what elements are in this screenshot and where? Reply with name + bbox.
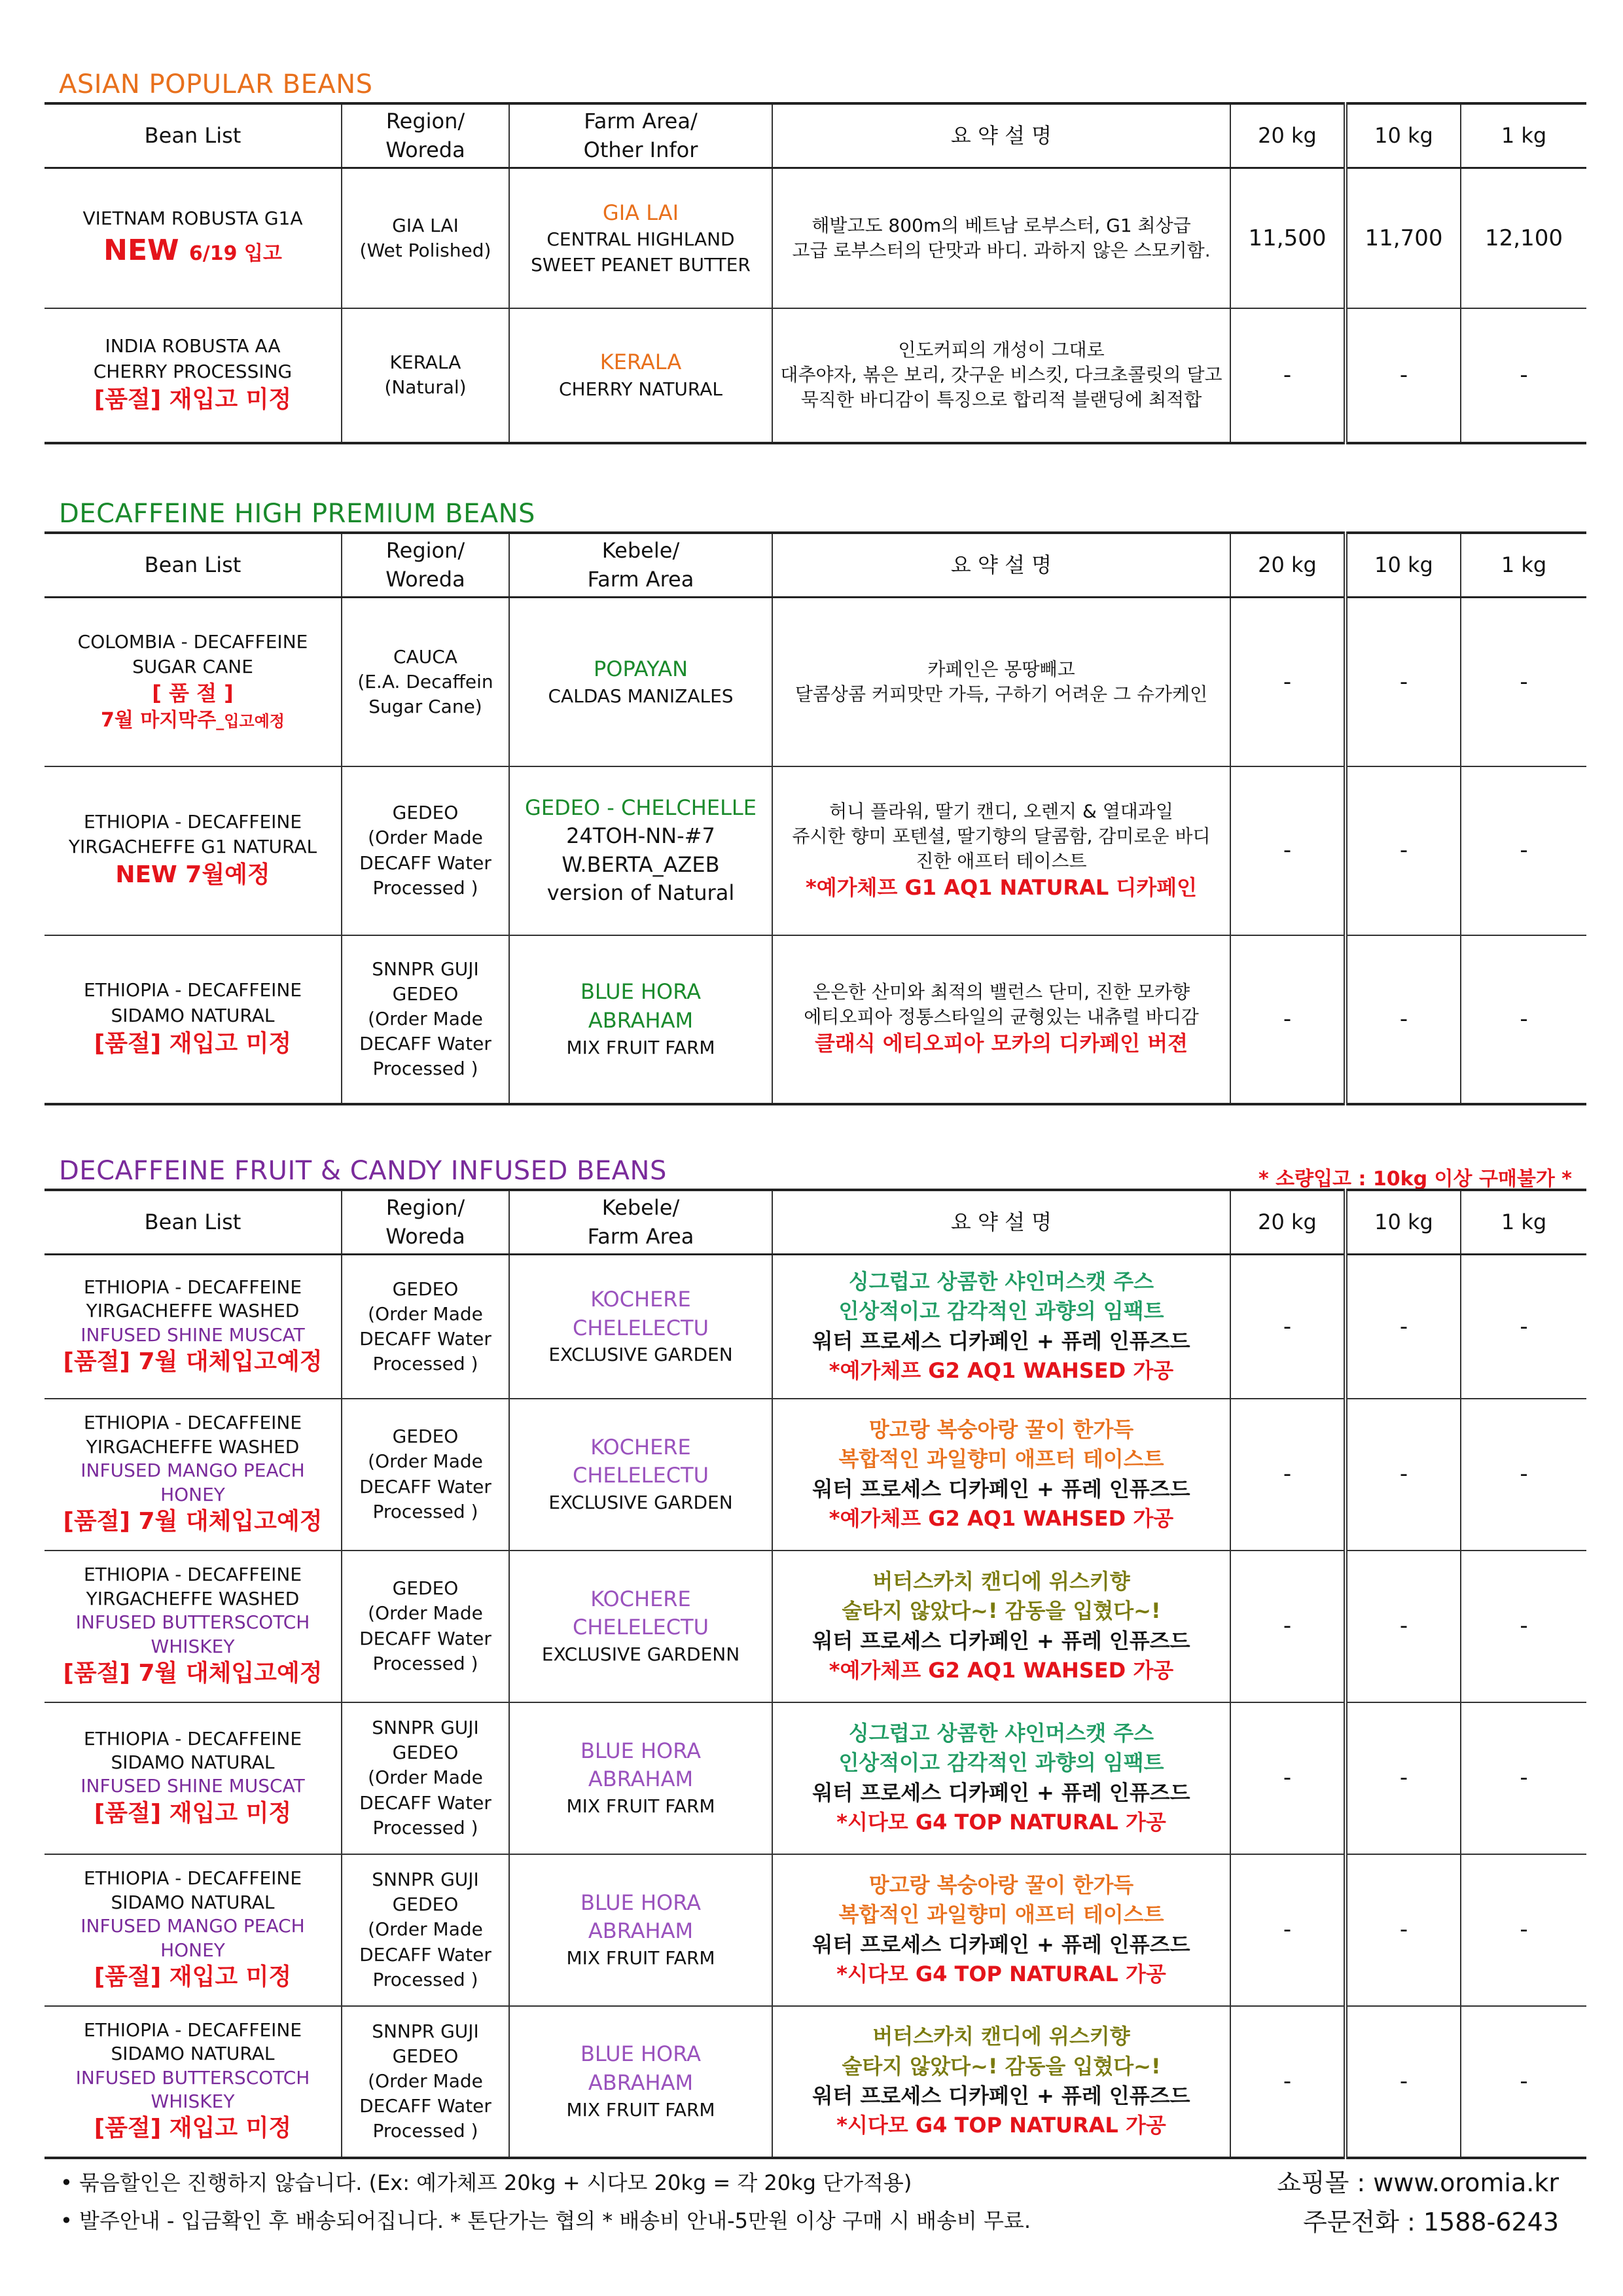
region-cell bbox=[342, 308, 509, 443]
price-1kg: - bbox=[1461, 1702, 1586, 1854]
farm-cell bbox=[509, 766, 772, 935]
price-1kg: - bbox=[1461, 935, 1586, 1104]
price-20kg: - bbox=[1230, 308, 1346, 443]
region-line: (Order Made bbox=[368, 1767, 483, 1789]
region-line: Processed ) bbox=[372, 1968, 478, 1990]
summary-process: 워터 프로세스 디카페인 + 퓨레 인퓨즈드 bbox=[812, 1476, 1190, 1501]
price-10kg: - bbox=[1346, 598, 1461, 766]
farm-highlight: CHELELECTU bbox=[572, 1463, 709, 1488]
price-1kg: - bbox=[1461, 1551, 1586, 1702]
farm-line: CALDAS MANIZALES bbox=[548, 685, 734, 707]
summary-line: 카페인은 몽땅빼고 bbox=[927, 658, 1075, 680]
summary-line: 에티오피아 정통스타일의 균형있는 내츄럴 바디감 bbox=[804, 1006, 1199, 1028]
header-bean-list: Bean List bbox=[45, 533, 342, 598]
farm-line: EXCLUSIVE GARDENN bbox=[541, 1643, 740, 1665]
infused-flavor: INFUSED BUTTERSCOTCH bbox=[75, 2066, 310, 2089]
bean-name: ETHIOPIA - DECAFFEINE bbox=[83, 1867, 302, 1890]
bean-name-cell bbox=[45, 1854, 342, 2006]
header-farm-area: Kebele/ Farm Area bbox=[509, 533, 772, 598]
summary-highlight: 버터스카치 캔디에 위스키향 bbox=[872, 1568, 1130, 1594]
decaf-table bbox=[45, 531, 1586, 1105]
region-line: (Order Made bbox=[368, 1007, 483, 1030]
price-1kg: - bbox=[1461, 1255, 1586, 1399]
stock-status: [품절] 재입고 미정 bbox=[94, 386, 292, 413]
summary-cell bbox=[772, 1551, 1230, 1702]
bean-name: ETHIOPIA - DECAFFEINE bbox=[83, 979, 302, 1001]
infused-flavor: INFUSED BUTTERSCOTCH bbox=[75, 1611, 310, 1634]
footer-note-discount: • 묶음할인은 진행하지 않습니다. (Ex: 예가체프 20kg + 시다모 20kg = 각 20kg 단가적용) bbox=[60, 2170, 912, 2195]
summary-origin: *시다모 G4 TOP NATURAL 가공 bbox=[836, 2113, 1166, 2138]
header-price-1kg: 1 kg bbox=[1461, 533, 1586, 598]
region-cell bbox=[342, 1854, 509, 2006]
farm-highlight: POPAYAN bbox=[593, 656, 688, 681]
header-region: Region/ Woreda bbox=[342, 103, 509, 168]
farm-highlight: GEDEO - CHELCHELLE bbox=[525, 795, 757, 820]
price-20kg: 11,500 bbox=[1230, 168, 1346, 308]
region-line: GEDEO bbox=[392, 1577, 459, 1600]
price-20kg: - bbox=[1230, 1399, 1346, 1551]
bean-name: INDIA ROBUSTA AA bbox=[105, 335, 281, 357]
stock-status: [품절] 7월 대체입고예정 bbox=[63, 1659, 323, 1687]
summary-origin: *시다모 G4 TOP NATURAL 가공 bbox=[836, 1809, 1166, 1835]
region-line: DECAFF Water bbox=[359, 1791, 491, 1814]
header-bean-list: Bean List bbox=[45, 103, 342, 168]
region-line: GEDEO bbox=[392, 982, 459, 1005]
summary-cell bbox=[772, 2006, 1230, 2158]
bean-name-cell bbox=[45, 1702, 342, 1854]
price-10kg: - bbox=[1346, 935, 1461, 1104]
infused-flavor: WHISKEY bbox=[151, 1635, 235, 1657]
bean-row bbox=[45, 1551, 1586, 1702]
farm-cell bbox=[509, 598, 772, 766]
farm-line: CENTRAL HIGHLAND bbox=[546, 228, 735, 251]
price-20kg: - bbox=[1230, 1551, 1346, 1702]
summary-cell bbox=[772, 168, 1230, 308]
price-10kg: - bbox=[1346, 766, 1461, 935]
region-line: GEDEO bbox=[392, 1742, 459, 1764]
bean-name: ETHIOPIA - DECAFFEINE bbox=[83, 810, 302, 833]
asian-table-body bbox=[45, 168, 1586, 443]
farm-cell bbox=[509, 168, 772, 308]
bean-name: COLOMBIA - DECAFFEINE bbox=[77, 630, 308, 653]
region-line: (Order Made bbox=[368, 1602, 483, 1624]
price-20kg: - bbox=[1230, 2006, 1346, 2158]
farm-highlight: ABRAHAM bbox=[588, 1918, 694, 1944]
farm-highlight: BLUE HORA bbox=[580, 1738, 702, 1763]
fruit-table bbox=[45, 1189, 1586, 2159]
region-line: (Order Made bbox=[368, 2070, 483, 2092]
arrival-note bbox=[48, 708, 337, 734]
header-price-20kg: 20 kg bbox=[1230, 533, 1346, 598]
header-price-1kg: 1 kg bbox=[1461, 103, 1586, 168]
price-10kg: - bbox=[1346, 1702, 1461, 1854]
bean-name-cell bbox=[45, 1551, 342, 1702]
bean-name: SIDAMO NATURAL bbox=[111, 2043, 275, 2065]
farm-cell bbox=[509, 308, 772, 443]
region-line: GEDEO bbox=[392, 1278, 459, 1300]
region-line: Sugar Cane) bbox=[368, 695, 482, 717]
footer-note-order: • 발주안내 - 입금확인 후 배송되어집니다. * 톤단가는 협의 * 배송비 안내-5만원 이상 구매 시 배송비 무료. bbox=[60, 2208, 1031, 2233]
region-line: DECAFF Water bbox=[359, 1327, 491, 1350]
region-line: Processed ) bbox=[372, 1058, 478, 1080]
region-line: (Natural) bbox=[384, 376, 467, 399]
bean-name: SUGAR CANE bbox=[132, 655, 253, 677]
price-20kg: - bbox=[1230, 1854, 1346, 2006]
farm-highlight: KOCHERE bbox=[590, 1434, 691, 1460]
summary-line: 묵직한 바디감이 특징으로 합리적 블랜딩에 최적합 bbox=[800, 389, 1202, 411]
price-10kg: - bbox=[1346, 1255, 1461, 1399]
infused-flavor: HONEY bbox=[160, 1483, 225, 1505]
decaf-header-row bbox=[45, 533, 1586, 598]
region-cell bbox=[342, 598, 509, 766]
region-line: DECAFF Water bbox=[359, 1943, 491, 1965]
summary-process: 워터 프로세스 디카페인 + 퓨레 인퓨즈드 bbox=[812, 1780, 1190, 1805]
fruit-section-title: DECAFFEINE FRUIT & CANDY INFUSED BEANS bbox=[59, 1156, 667, 1186]
header-bean-list: Bean List bbox=[45, 1190, 342, 1255]
price-1kg: - bbox=[1461, 1399, 1586, 1551]
arrival-main: 7월 마지막주 bbox=[101, 709, 217, 732]
summary-cell bbox=[772, 766, 1230, 935]
price-20kg: - bbox=[1230, 598, 1346, 766]
farm-line: CHERRY NATURAL bbox=[558, 378, 723, 400]
farm-cell bbox=[509, 1551, 772, 1702]
farm-line: SWEET PEANET BUTTER bbox=[531, 253, 751, 276]
stock-status: [품절] 7월 대체입고예정 bbox=[63, 1348, 323, 1375]
price-10kg: - bbox=[1346, 1854, 1461, 2006]
region-line: Processed ) bbox=[372, 1652, 478, 1674]
price-20kg: - bbox=[1230, 1702, 1346, 1854]
summary-origin: *시다모 G4 TOP NATURAL 가공 bbox=[836, 1961, 1166, 1986]
header-farm-area: Kebele/ Farm Area bbox=[509, 1190, 772, 1255]
region-line: CAUCA bbox=[393, 645, 457, 668]
farm-cell bbox=[509, 1854, 772, 2006]
price-10kg: - bbox=[1346, 1551, 1461, 1702]
bean-row bbox=[45, 935, 1586, 1104]
summary-highlight: 버터스카치 캔디에 위스키향 bbox=[872, 2024, 1130, 2049]
region-line: SNNPR GUJI bbox=[372, 958, 479, 980]
new-label: NEW bbox=[103, 233, 179, 267]
farm-highlight: KOCHERE bbox=[590, 1586, 691, 1611]
price-20kg: - bbox=[1230, 935, 1346, 1104]
stock-status: [품절] 재입고 미정 bbox=[94, 1963, 292, 1990]
region-cell bbox=[342, 1255, 509, 1399]
region-line: Processed ) bbox=[372, 1816, 478, 1839]
region-line: KERALA bbox=[389, 351, 461, 373]
region-line: DECAFF Water bbox=[359, 2095, 491, 2117]
bean-name: SIDAMO NATURAL bbox=[111, 1751, 275, 1773]
farm-line: 24TOH-NN-#7 bbox=[566, 823, 715, 849]
farm-highlight: CHELELECTU bbox=[572, 1315, 709, 1340]
infused-flavor: WHISKEY bbox=[151, 2090, 235, 2113]
farm-line: EXCLUSIVE GARDEN bbox=[548, 1344, 733, 1366]
asian-table bbox=[45, 102, 1586, 444]
farm-line: MIX FRUIT FARM bbox=[566, 2098, 715, 2121]
bean-name-cell bbox=[45, 168, 342, 308]
region-cell bbox=[342, 168, 509, 308]
header-region: Region/ Woreda bbox=[342, 533, 509, 598]
region-cell bbox=[342, 2006, 509, 2158]
infused-flavor: INFUSED SHINE MUSCAT bbox=[80, 1323, 305, 1346]
bean-row bbox=[45, 766, 1586, 935]
farm-line: MIX FRUIT FARM bbox=[566, 1795, 715, 1817]
region-line: DECAFF Water bbox=[359, 852, 491, 874]
region-line: (Order Made bbox=[368, 1302, 483, 1325]
region-line: SNNPR GUJI bbox=[372, 1717, 479, 1739]
summary-line: 해발고도 800m의 베트남 로부스터, G1 최상급 bbox=[812, 214, 1191, 236]
summary-line: 대추야자, 볶은 보리, 갓구운 비스킷, 다크초콜릿의 달고 bbox=[780, 363, 1222, 386]
header-summary: 요 약 설 명 bbox=[772, 1190, 1230, 1255]
bean-name: YIRGACHEFFE G1 NATURAL bbox=[68, 836, 317, 858]
infused-flavor: HONEY bbox=[160, 1939, 225, 1961]
bean-name: ETHIOPIA - DECAFFEINE bbox=[83, 1727, 302, 1749]
farm-highlight: BLUE HORA bbox=[580, 1890, 702, 1915]
summary-highlight: 망고랑 복숭아랑 꿀이 한가득 bbox=[868, 1872, 1134, 1897]
region-line: GEDEO bbox=[392, 2045, 459, 2067]
farm-highlight: KERALA bbox=[599, 350, 682, 375]
stock-status: [품절] 7월 대체입고예정 bbox=[63, 1507, 323, 1535]
farm-highlight: KOCHERE bbox=[590, 1287, 691, 1312]
bean-name-cell bbox=[45, 2006, 342, 2158]
summary-highlight: 싱그럽고 상콤한 샤인머스캣 주스 bbox=[848, 1720, 1154, 1746]
price-10kg: - bbox=[1346, 308, 1461, 443]
summary-highlight: 술타지 않았다~! 감동을 입혔다~! bbox=[842, 1598, 1161, 1624]
farm-cell bbox=[509, 935, 772, 1104]
footer-shop-link[interactable]: 쇼핑몰 : www.oromia.kr bbox=[1277, 2168, 1559, 2197]
region-line: Processed ) bbox=[372, 1352, 478, 1374]
region-line: DECAFF Water bbox=[359, 1475, 491, 1498]
bean-name-cell bbox=[45, 1255, 342, 1399]
bean-name-cell bbox=[45, 766, 342, 935]
price-10kg: - bbox=[1346, 2006, 1461, 2158]
summary-highlight: 인상적이고 감각적인 과향의 임팩트 bbox=[838, 1299, 1164, 1324]
region-line: (E.A. Decaffein bbox=[357, 670, 493, 692]
bean-name: YIRGACHEFFE WASHED bbox=[86, 1587, 300, 1609]
summary-process: 워터 프로세스 디카페인 + 퓨레 인퓨즈드 bbox=[812, 1931, 1190, 1957]
stock-status: [품절] 재입고 미정 bbox=[94, 1030, 292, 1057]
bean-name: YIRGACHEFFE WASHED bbox=[86, 1300, 300, 1322]
region-line: Processed ) bbox=[372, 2120, 478, 2142]
summary-highlight: 싱그럽고 상콤한 샤인머스캣 주스 bbox=[848, 1268, 1154, 1294]
summary-line: 허니 플라워, 딸기 캔디, 오렌지 & 열대과일 bbox=[829, 800, 1173, 822]
region-line: GEDEO bbox=[392, 1893, 459, 1916]
header-farm-area: Farm Area/ Other Infor bbox=[509, 103, 772, 168]
farm-line: W.BERTA_AZEB bbox=[562, 852, 720, 877]
farm-highlight: ABRAHAM bbox=[588, 2070, 694, 2095]
farm-highlight: BLUE HORA bbox=[580, 2041, 702, 2067]
price-20kg: - bbox=[1230, 766, 1346, 935]
decaf-table-body bbox=[45, 598, 1586, 1104]
header-price-1kg: 1 kg bbox=[1461, 1190, 1586, 1255]
new-badge bbox=[48, 231, 337, 270]
region-line: GEDEO bbox=[392, 802, 459, 824]
price-1kg: - bbox=[1461, 1854, 1586, 2006]
price-1kg: - bbox=[1461, 308, 1586, 443]
summary-line: 인도커피의 개성이 그대로 bbox=[898, 338, 1105, 361]
stock-status: [품절] 재입고 미정 bbox=[94, 1799, 292, 1827]
summary-cell bbox=[772, 1255, 1230, 1399]
bean-name: YIRGACHEFFE WASHED bbox=[86, 1435, 300, 1458]
summary-line: 진한 애프터 테이스트 bbox=[916, 850, 1087, 872]
summary-line: 쥬시한 향미 포텐셜, 딸기향의 달콤함, 감미로운 바디 bbox=[792, 825, 1211, 847]
bean-name: SIDAMO NATURAL bbox=[111, 1004, 275, 1026]
region-cell bbox=[342, 766, 509, 935]
region-cell bbox=[342, 1702, 509, 1854]
summary-highlight: 술타지 않았다~! 감동을 입혔다~! bbox=[842, 2053, 1161, 2079]
region-line: (Order Made bbox=[368, 1918, 483, 1941]
summary-origin: *예가체프 G2 AQ1 WAHSED 가공 bbox=[829, 1657, 1174, 1683]
bean-name: ETHIOPIA - DECAFFEINE bbox=[83, 2018, 302, 2041]
summary-highlight: 복합적인 과일향미 애프터 테이스트 bbox=[838, 1902, 1164, 1928]
farm-line: MIX FRUIT FARM bbox=[566, 1036, 715, 1058]
bean-name-cell bbox=[45, 308, 342, 443]
region-line: (Order Made bbox=[368, 827, 483, 849]
bean-row bbox=[45, 308, 1586, 443]
price-1kg: - bbox=[1461, 598, 1586, 766]
region-line: (Order Made bbox=[368, 1450, 483, 1473]
price-10kg: 11,700 bbox=[1346, 168, 1461, 308]
summary-line: 은은한 산미와 최적의 밸런스 단미, 진한 모카향 bbox=[812, 981, 1190, 1003]
arrival-sub: _입고예정 bbox=[216, 712, 285, 731]
asian-section-title: ASIAN POPULAR BEANS bbox=[59, 69, 373, 99]
region-line: Processed ) bbox=[372, 1500, 478, 1522]
summary-line: 달콤상콤 커피맛만 가득, 구하기 어려운 그 슈가케인 bbox=[794, 683, 1208, 705]
farm-cell bbox=[509, 2006, 772, 2158]
farm-cell bbox=[509, 1399, 772, 1551]
price-20kg: - bbox=[1230, 1255, 1346, 1399]
farm-highlight: BLUE HORA bbox=[580, 979, 702, 1005]
header-price-10kg: 10 kg bbox=[1346, 103, 1461, 168]
stock-status: [ 품 절 ] bbox=[152, 680, 234, 706]
summary-highlight: 클래식 에티오피아 모카의 디카페인 버젼 bbox=[814, 1031, 1188, 1056]
region-line: SNNPR GUJI bbox=[372, 2020, 479, 2042]
summary-cell bbox=[772, 1854, 1230, 2006]
summary-cell bbox=[772, 1399, 1230, 1551]
bean-name-cell bbox=[45, 935, 342, 1104]
bean-row bbox=[45, 598, 1586, 766]
header-summary: 요 약 설 명 bbox=[772, 103, 1230, 168]
summary-origin: *예가체프 G2 AQ1 WAHSED 가공 bbox=[829, 1505, 1174, 1531]
region-line: GIA LAI bbox=[392, 214, 459, 236]
farm-line: version of Natural bbox=[546, 880, 735, 906]
header-price-10kg: 10 kg bbox=[1346, 1190, 1461, 1255]
fruit-header-row bbox=[45, 1190, 1586, 1255]
farm-cell bbox=[509, 1702, 772, 1854]
bean-row bbox=[45, 168, 1586, 308]
farm-line: EXCLUSIVE GARDEN bbox=[548, 1492, 733, 1513]
summary-process: 워터 프로세스 디카페인 + 퓨레 인퓨즈드 bbox=[812, 1628, 1190, 1653]
region-cell bbox=[342, 1551, 509, 1702]
bean-row bbox=[45, 1255, 1586, 1399]
infused-flavor: INFUSED MANGO PEACH bbox=[80, 1915, 305, 1937]
farm-highlight: ABRAHAM bbox=[588, 1767, 694, 1792]
region-cell bbox=[342, 935, 509, 1104]
header-price-10kg: 10 kg bbox=[1346, 533, 1461, 598]
region-line: SNNPR GUJI bbox=[372, 1869, 479, 1891]
bean-name-cell bbox=[45, 598, 342, 766]
summary-cell bbox=[772, 308, 1230, 443]
summary-process: 워터 프로세스 디카페인 + 퓨레 인퓨즈드 bbox=[812, 2083, 1190, 2109]
decaf-section-title: DECAFFEINE HIGH PREMIUM BEANS bbox=[59, 499, 535, 529]
region-line: DECAFF Water bbox=[359, 1627, 491, 1649]
summary-highlight: 복합적인 과일향미 애프터 테이스트 bbox=[838, 1446, 1164, 1472]
bean-name: ETHIOPIA - DECAFFEINE bbox=[83, 1564, 302, 1586]
summary-highlight: *예가체프 G1 AQ1 NATURAL 디카페인 bbox=[805, 874, 1198, 900]
region-line: (Wet Polished) bbox=[359, 239, 491, 261]
farm-highlight: CHELELECTU bbox=[572, 1615, 709, 1640]
farm-highlight: GIA LAI bbox=[602, 200, 679, 225]
summary-origin: *예가체프 G2 AQ1 WAHSED 가공 bbox=[829, 1358, 1174, 1384]
summary-line: 고급 로부스터의 단맛과 바디. 과하지 않은 스모키함. bbox=[792, 239, 1211, 261]
price-10kg: - bbox=[1346, 1399, 1461, 1551]
asian-header-row bbox=[45, 103, 1586, 168]
bean-row bbox=[45, 1399, 1586, 1551]
infused-flavor: INFUSED SHINE MUSCAT bbox=[80, 1775, 305, 1797]
footer-phone: 주문전화 : 1588-6243 bbox=[1303, 2208, 1559, 2236]
bean-row bbox=[45, 1702, 1586, 1854]
summary-highlight: 인상적이고 감각적인 과향의 임팩트 bbox=[838, 1750, 1164, 1776]
fruit-section-note: * 소량입고 : 10kg 이상 구매불가 * bbox=[1258, 1168, 1572, 1191]
arrival-date: 6/19 입고 bbox=[188, 242, 282, 265]
region-line: Processed ) bbox=[372, 876, 478, 899]
region-cell bbox=[342, 1399, 509, 1551]
price-1kg: 12,100 bbox=[1461, 168, 1586, 308]
fruit-table-body bbox=[45, 1255, 1586, 2158]
bean-name: SIDAMO NATURAL bbox=[111, 1891, 275, 1913]
stock-status: NEW 7월예정 bbox=[115, 861, 270, 889]
summary-cell bbox=[772, 1702, 1230, 1854]
region-line: DECAFF Water bbox=[359, 1033, 491, 1055]
header-price-20kg: 20 kg bbox=[1230, 1190, 1346, 1255]
header-region: Region/ Woreda bbox=[342, 1190, 509, 1255]
summary-process: 워터 프로세스 디카페인 + 퓨레 인퓨즈드 bbox=[812, 1328, 1190, 1354]
bean-row bbox=[45, 1854, 1586, 2006]
farm-cell bbox=[509, 1255, 772, 1399]
stock-status: [품절] 재입고 미정 bbox=[94, 2115, 292, 2142]
header-price-20kg: 20 kg bbox=[1230, 103, 1346, 168]
header-summary: 요 약 설 명 bbox=[772, 533, 1230, 598]
summary-cell bbox=[772, 935, 1230, 1104]
summary-cell bbox=[772, 598, 1230, 766]
price-1kg: - bbox=[1461, 766, 1586, 935]
bean-name: CHERRY PROCESSING bbox=[93, 360, 293, 382]
bean-name: VIETNAM ROBUSTA G1A bbox=[82, 207, 303, 229]
region-line: GEDEO bbox=[392, 1426, 459, 1448]
infused-flavor: INFUSED MANGO PEACH bbox=[80, 1460, 305, 1482]
bean-name: ETHIOPIA - DECAFFEINE bbox=[83, 1412, 302, 1434]
bean-name-cell bbox=[45, 1399, 342, 1551]
farm-highlight: ABRAHAM bbox=[588, 1007, 694, 1033]
price-1kg: - bbox=[1461, 2006, 1586, 2158]
bean-name: ETHIOPIA - DECAFFEINE bbox=[83, 1276, 302, 1298]
bean-row bbox=[45, 2006, 1586, 2158]
summary-highlight: 망고랑 복숭아랑 꿀이 한가득 bbox=[868, 1416, 1134, 1442]
farm-line: MIX FRUIT FARM bbox=[566, 1947, 715, 1969]
